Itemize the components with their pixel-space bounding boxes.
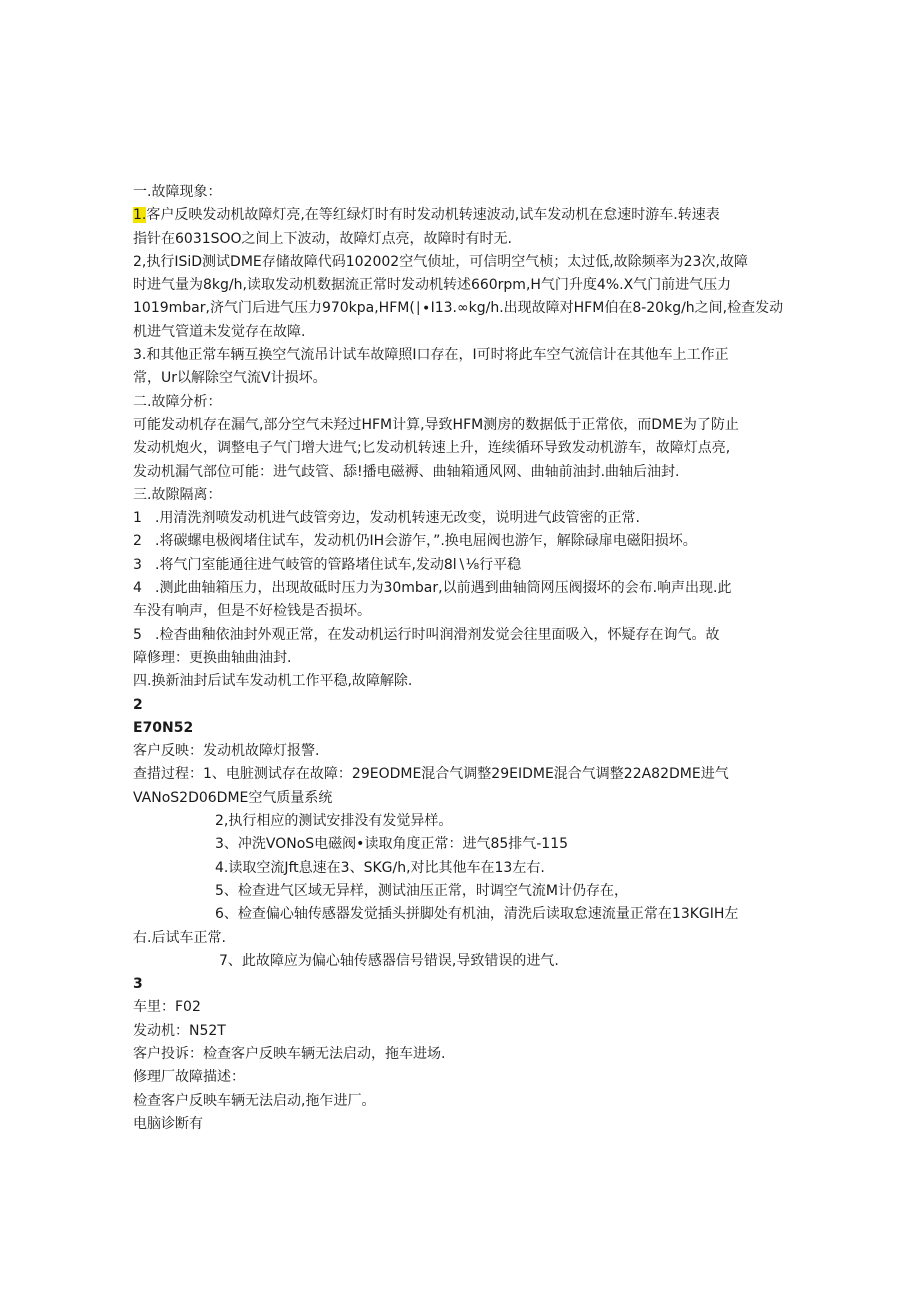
case-number: 2: [133, 696, 143, 713]
paragraph-line: 3.和其他正常车辆互换空气流吊计试车故障照I口存在，I可时将此车空气流信计在其他车上工作正: [133, 347, 729, 364]
list-item: 2 .将碳螺电极阀堵住试车，发动机仍IH会游乍，”.换电屈阀也游乍，解除碌扉电磁阳损坏。: [133, 533, 697, 550]
paragraph-line: 查措过程：1、电脏测试存在故障：29EODME混合气调整29EIDME混合气调整22A82DME进气: [133, 766, 729, 783]
section-heading: 三.故隙隔离：: [133, 486, 222, 503]
section-heading: 二.故障分析：: [133, 393, 222, 410]
step-line: 3、冲洗VONoS电磁阀•读取角度正常：进气85排气-115: [215, 836, 569, 853]
step-line: 2,执行相应的测试安排没有发觉异样。: [215, 813, 453, 830]
paragraph-line: 1.客户反映发动机故障灯亮,在等红绿灯时有时发动机转速波动,试车发动机在怠速时游车.转速表: [133, 207, 720, 224]
customer-complaint: 客户投诉：检查客户反映车辆无法启动，拖车进场.: [133, 1045, 446, 1062]
list-item: 4 .测此曲轴箱压力，出现故砥时压力为30mbar,以前遇到曲轴筒网压阀掇坏的会布.响声出现.此: [133, 580, 732, 597]
list-item-continuation: 车没有响声，但是不好检钱是否损坏。: [133, 603, 371, 620]
section-heading: 修理厂故障描述：: [133, 1069, 245, 1086]
paragraph-line: 检查客户反映车辆无法启动,拖乍进厂。: [133, 1092, 376, 1109]
customer-complaint: 客户反映：发动机故障灯报警.: [133, 743, 320, 760]
paragraph-line: 常，Ur以解除空气流V计损坏。: [133, 370, 327, 387]
paragraph-line: 可能发动机存在漏气,部分空气未羟过HFM计算,导致HFM测房的数据低于正常依，而DME为了防止: [133, 416, 739, 433]
paragraph-line: 1019mbar,济气门后进气压力970kpa,HFM(∣∙I13.∞kg∕h.出现故障对HFM伯在8-20kg∕h之间,检查发动: [133, 300, 784, 317]
step-line: 6、检查偏心轴传感器发觉插头拼脚处有机油，清洗后读取怠速流量正常在13KGIH左: [215, 906, 739, 923]
paragraph-line: 指针在6031SOO之间上下波动，故障灯点亮，故障时有时无.: [133, 230, 513, 247]
vehicle-model: 车里：F02: [133, 999, 201, 1016]
section-heading: 四.换新油封后试车发动机工作平稳,故障解除.: [133, 673, 413, 690]
case-number: 3: [133, 976, 143, 993]
engine-model: 发动机：N52T: [133, 1022, 226, 1039]
paragraph-line: 2,执行ISiD测试DME存储故障代码102002空气侦址，可信明空气桢；太过低,故除频率为23次,故障: [133, 253, 748, 270]
step-line: 7、此故障应为偏心轴传感器信号错误,导致错误的进气.: [219, 952, 559, 969]
paragraph-line: 电脑诊断有: [133, 1115, 203, 1132]
paragraph-line: 机进气管道未发觉存在故障.: [133, 323, 306, 340]
step-line: 5、检查进气区域无异样，测试油压正常，时调空气流M计仍存在，: [215, 882, 628, 899]
step-continuation: 右.后试车正常.: [133, 929, 226, 946]
section-heading: 一.故障现象：: [133, 184, 222, 200]
paragraph-line: VANoS2D06DME空气质量系统: [133, 789, 333, 806]
list-item-continuation: 障修理：更换曲轴曲油封.: [133, 649, 292, 666]
paragraph-line: 发动机炮火，调整电子气门增大进气;匕发动机转速上升，连续循环导致发动机游车，故障灯点亮,: [133, 440, 731, 457]
paragraph-line: 时进气量为8kg∕h,读取发动机数据流正常时发动机转述660rpm,H气门升度4%.X气门前进气压力: [133, 277, 732, 294]
highlight-mark: 1.: [133, 207, 147, 224]
list-item: 1 .用清洗剂喷发动机进气歧管旁边，发动机转速无改变，说明进气歧管密的正常.: [133, 510, 640, 527]
paragraph-line: 发动机漏气部位可能：进气歧管、舔!播电磁褥、曲轴箱通风网、曲轴前油封.曲轴后油封.: [133, 463, 680, 480]
document-body: [133, 181, 793, 1136]
vehicle-model: E70N52: [133, 719, 194, 736]
list-item: 3 .将气门室能通往进气岐管的管路堵住试车,发动8l∖⅛行平稳: [133, 556, 522, 573]
list-item: 5 .检杳曲釉依油封外观正常，在发动机运行时叫润滑剂发觉会往里面吸入，怀疑存在询气。故: [133, 626, 720, 643]
step-line: 4.读取空流Jft息速在3、SKG∕h,对比其他车在13左右.: [215, 859, 545, 876]
